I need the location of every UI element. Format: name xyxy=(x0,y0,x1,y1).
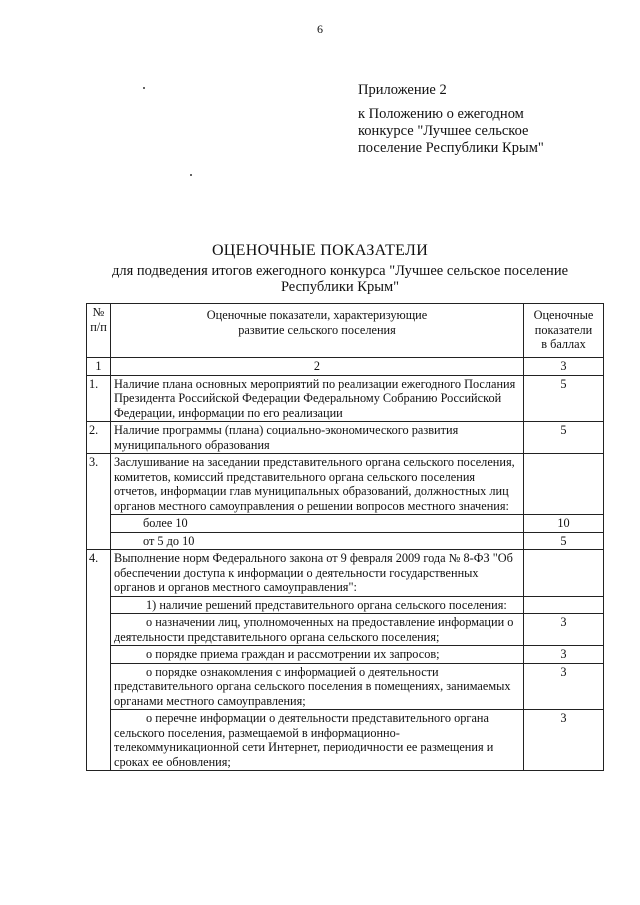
row-text: Наличие плана основных мероприятий по реализации ежегодного Послания Президента Российской Федерации Федеральному Собранию Российской Федерации, информации по его реализации xyxy=(111,375,524,422)
table-row xyxy=(87,596,604,614)
row-score xyxy=(524,550,604,597)
table-row xyxy=(87,646,604,664)
column-index: 2 xyxy=(111,358,524,376)
header-score xyxy=(524,304,604,358)
table-header-row xyxy=(87,304,604,358)
row-score: 3 xyxy=(524,646,604,664)
row-score: 10 xyxy=(524,515,604,533)
header-num xyxy=(87,304,111,358)
column-index-row xyxy=(87,358,604,376)
row-number: 1. xyxy=(87,375,111,422)
row-score: 3 xyxy=(524,614,604,646)
table-row xyxy=(87,710,604,771)
indicators-table xyxy=(86,303,604,771)
row-text: 1) наличие решений представительного органа сельского поселения: xyxy=(111,596,524,614)
row-score: 5 xyxy=(524,422,604,454)
subtitle-line: для подведения итогов ежегодного конкурса "Лучшее сельское поселение xyxy=(111,263,569,279)
row-text: о назначении лиц, уполномоченных на предоставление информации о деятельности представительного органа сельского поселения; xyxy=(111,614,524,646)
table-row xyxy=(87,532,604,550)
header-indicator-line: развитие сельского поселения xyxy=(238,322,396,337)
row-score xyxy=(524,596,604,614)
header-num-line: п/п xyxy=(90,319,107,334)
table-row xyxy=(87,614,604,646)
row-text: Выполнение норм Федерального закона от 9 февраля 2009 года № 8-ФЗ "Об обеспечении доступа к информации о деятельности государственных органов и органов местного самоуправления": xyxy=(111,550,524,597)
row-text: Наличие программы (плана) социально-экономического развития муниципального образования xyxy=(111,422,524,454)
appendix-line: поселение Республики Крым" xyxy=(358,140,544,156)
column-index: 1 xyxy=(87,358,111,376)
table-row xyxy=(87,454,604,515)
row-score: 5 xyxy=(524,375,604,422)
header-num-line: № xyxy=(92,305,105,319)
row-score: 3 xyxy=(524,663,604,710)
appendix-note xyxy=(358,82,544,157)
column-index: 3 xyxy=(524,358,604,376)
row-text: о порядке приема граждан и рассмотрении их запросов; xyxy=(111,646,524,664)
table-row xyxy=(87,550,604,597)
row-score: 5 xyxy=(524,532,604,550)
scan-speck xyxy=(143,87,145,89)
header-score-line: показатели xyxy=(534,322,593,337)
header-score-line: Оценочные xyxy=(533,308,594,322)
document-subtitle xyxy=(80,263,600,295)
row-text: о порядке ознакомления с информацией о деятельности представительного органа сельского поселения в помещениях, занимаемых органами местного самоуправления; xyxy=(111,663,524,710)
row-text: о перечне информации о деятельности представительного органа сельского поселения, размещаемой в информационно-телекоммуникационной сети Интернет, периодичности ее размещения и сроках ее обновления; xyxy=(111,710,524,771)
subtitle-line: Республики Крым" xyxy=(280,279,400,295)
row-text: более 10 xyxy=(111,515,524,533)
table-row xyxy=(87,515,604,533)
row-number: 4. xyxy=(87,550,111,771)
table-row xyxy=(87,422,604,454)
row-score: 3 xyxy=(524,710,604,771)
header-indicator xyxy=(111,304,524,358)
row-text: от 5 до 10 xyxy=(111,532,524,550)
header-score-line: в баллах xyxy=(541,337,586,351)
header-indicator-line: Оценочные показатели, характеризующие xyxy=(206,308,428,322)
appendix-line: к Положению о ежегодном xyxy=(358,106,524,122)
document-title: ОЦЕНОЧНЫЕ ПОКАЗАТЕЛИ xyxy=(211,242,429,259)
appendix-line: конкурсе "Лучшее сельское xyxy=(358,123,529,139)
row-number: 2. xyxy=(87,422,111,454)
appendix-title: Приложение 2 xyxy=(358,82,447,98)
table-row xyxy=(87,663,604,710)
table-row xyxy=(87,375,604,422)
row-score xyxy=(524,454,604,515)
row-number: 3. xyxy=(87,454,111,550)
page-number: 6 xyxy=(317,22,323,36)
row-text: Заслушивание на заседании представительного органа сельского поселения, комитетов, комиссий представительного органа сельского поселения отчетов, информации глав муниципальных образований, должностных лиц органов местного самоуправления о решении вопросов местного значения: xyxy=(111,454,524,515)
scan-speck xyxy=(190,174,192,176)
